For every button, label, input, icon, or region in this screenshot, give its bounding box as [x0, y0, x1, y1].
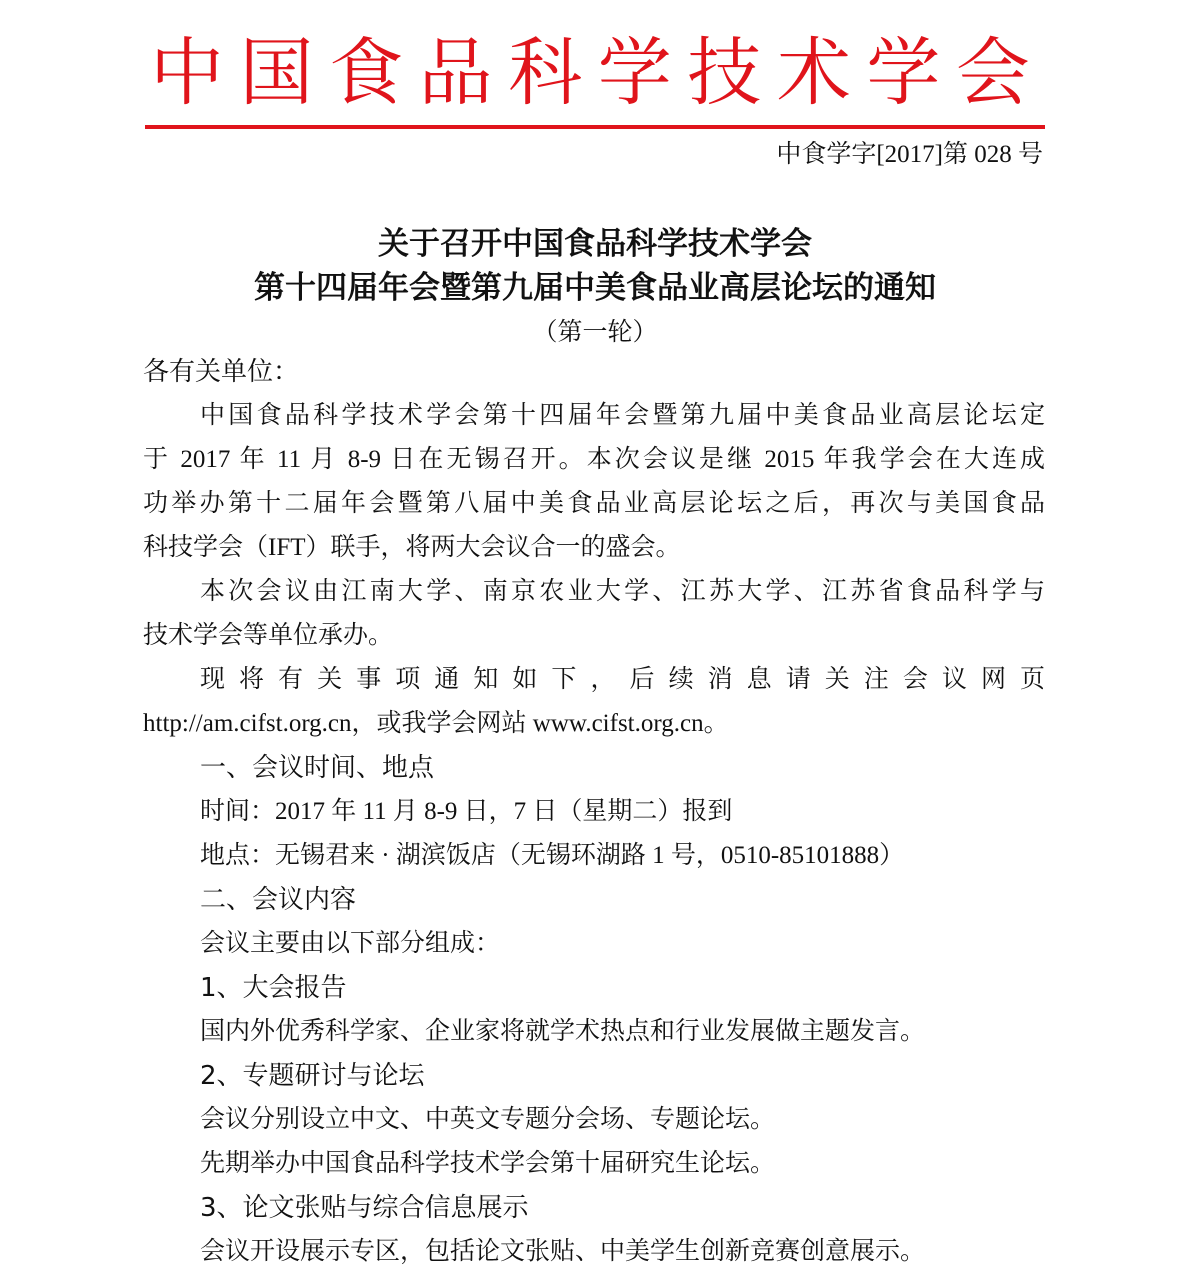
paragraph-line: 中国食品科学技术学会第十四届年会暨第九届中美食品业高层论坛定: [200, 402, 1045, 429]
section-heading: 一、会议时间、地点: [200, 753, 435, 783]
masthead-char: 中: [150, 30, 224, 116]
masthead-char: 品: [418, 30, 493, 116]
section-heading: 二、会议内容: [200, 885, 357, 915]
paragraph-line: 本次会议由江南大学、南京农业大学、江苏大学、江苏省食品科学与: [200, 578, 1045, 605]
document-title-line2: 第十四届年会暨第九届中美食品业高层论坛的通知: [254, 270, 936, 306]
masthead-char: 国: [239, 30, 314, 116]
item-text: 先期举办中国食品科学技术学会第十届研究生论坛。: [200, 1150, 776, 1177]
meeting-place: 地点：无锡君来 · 湖滨饭店（无锡环湖路 1 号，0510-85101888）: [200, 842, 905, 869]
salutation: 各有关单位：: [143, 357, 300, 387]
paragraph-line: 科技学会（IFT）联手，将两大会议合一的盛会。: [143, 534, 681, 561]
section-intro: 会议主要由以下部分组成：: [200, 930, 501, 957]
masthead-char: 食: [329, 30, 404, 116]
document-round: （第一轮）: [532, 319, 658, 346]
paragraph-line: 现将有关事项通知如下，后续消息请关注会议网页: [200, 666, 1045, 693]
item-heading: 1、大会报告: [200, 973, 347, 1003]
paragraph-line: http://am.cifst.org.cn，或我学会网站 www.cifst.org.cn。: [143, 710, 729, 737]
masthead-char: 会: [955, 30, 1030, 116]
masthead-char: 技: [687, 30, 762, 116]
paragraph-line: 功举办第十二届年会暨第八届中美食品业高层论坛之后，再次与美国食品: [143, 490, 1045, 517]
item-heading: 2、专题研讨与论坛: [200, 1061, 425, 1091]
document-number: 中食学字[2017]第 028 号: [776, 141, 1043, 168]
masthead-divider: [145, 125, 1045, 129]
item-text: 会议分别设立中文、中英文专题分会场、专题论坛。: [200, 1106, 776, 1133]
item-text: 国内外优秀科学家、企业家将就学术热点和行业发展做主题发言。: [200, 1018, 926, 1045]
item-text: 会议开设展示专区，包括论文张贴、中美学生创新竞赛创意展示。: [200, 1238, 926, 1265]
paragraph-line: 技术学会等单位承办。: [143, 622, 394, 649]
masthead-char: 术: [776, 30, 851, 116]
masthead-char: 学: [597, 30, 672, 116]
item-heading: 3、论文张贴与综合信息展示: [200, 1193, 529, 1223]
org-masthead: [150, 22, 1030, 116]
document-title-line1: 关于召开中国食品科学技术学会: [378, 226, 812, 262]
document-body: [143, 350, 1045, 1274]
masthead-char: 学: [866, 30, 941, 116]
masthead-char: 科: [508, 30, 583, 116]
meeting-time: 时间：2017 年 11 月 8-9 日，7 日（星期二）报到: [200, 798, 733, 825]
paragraph-line: 于 2017 年 11 月 8-9 日在无锡召开。本次会议是继 2015 年我学会在大连成: [143, 446, 1045, 473]
